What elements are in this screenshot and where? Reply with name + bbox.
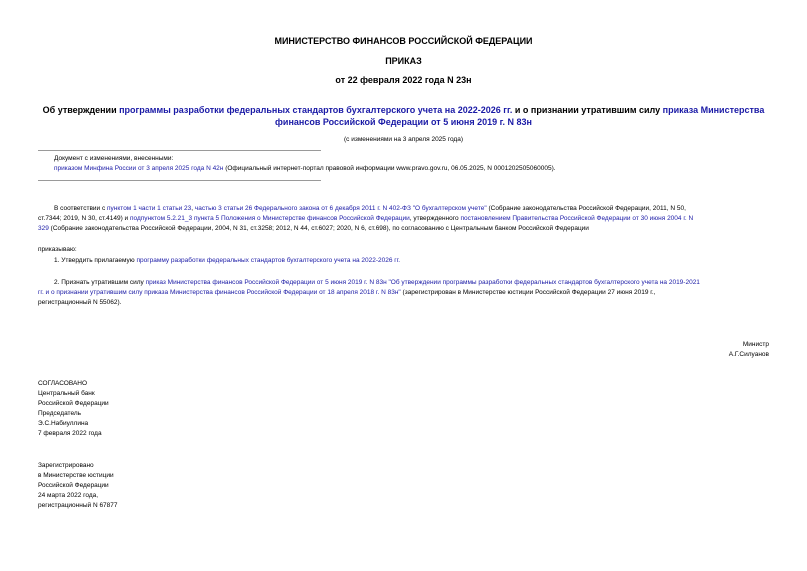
item-2-text: 2. Признать утратившим силу xyxy=(54,279,146,286)
title-order-link-a[interactable]: приказа Министерства xyxy=(662,105,765,115)
item-1 xyxy=(54,256,400,266)
preamble-line-3 xyxy=(38,224,769,234)
preamble-link-4[interactable]: постановлением Правительства Российской Федерации от 30 июня 2004 г. N xyxy=(460,215,694,222)
preamble-text-2: (Собрание законодательства Российской Федерации, 2011, N 50, xyxy=(486,205,686,212)
ministry-heading: МИНИСТЕРСТВО ФИНАНСОВ РОССИЙСКОЙ ФЕДЕРАЦИИ xyxy=(274,36,533,46)
agreed-line: 7 февраля 2022 года xyxy=(38,430,102,437)
title-text-2: и о признании утратившим силу xyxy=(512,105,663,115)
registered-block xyxy=(38,461,118,511)
signature-title: Министр xyxy=(742,341,769,348)
item-2-line-2 xyxy=(38,288,656,298)
doc-date-number: от 22 февраля 2022 года N 23н xyxy=(335,75,472,85)
registered-line: Зарегистрировано xyxy=(38,462,94,469)
agreed-line: Председатель xyxy=(38,410,82,417)
item-2-line-1 xyxy=(54,278,700,288)
agreed-line: Центральный банк xyxy=(38,390,95,397)
agreed-line: Э.С.Набиуллина xyxy=(38,420,89,427)
changes-line xyxy=(54,164,556,174)
order-word: приказываю: xyxy=(38,246,77,253)
registered-line: 24 марта 2022 года, xyxy=(38,492,99,499)
document-title xyxy=(0,104,807,128)
doc-type-heading: ПРИКАЗ xyxy=(385,56,422,66)
registered-line: Российской Федерации xyxy=(38,482,109,489)
title-order-link-b[interactable]: финансов Российской Федерации от 5 июня 2019 г. N 83н xyxy=(275,117,532,127)
preamble-line-2 xyxy=(38,214,769,224)
registered-line: регистрационный N 67877 xyxy=(38,502,118,509)
preamble-text: В соответствии с xyxy=(54,205,108,212)
item-2-text-2: (зарегистрирован в Министерстве юстиции Российской Федерации 27 июня 2019 г., xyxy=(400,289,656,296)
preamble-text-4: , утвержденного xyxy=(409,215,461,222)
amended-note: (с изменениями на 3 апреля 2025 года) xyxy=(343,136,463,143)
item-2-line-3: регистрационный N 55062). xyxy=(38,299,122,306)
title-program-link[interactable]: программы разработки федеральных стандартов бухгалтерского учета на 2022-2026 гг. xyxy=(119,105,513,115)
item-2-order-link-b[interactable]: гг. и о признании утратившим силу приказа Министерства финансов Российской Федерации от 18 апреля 2018 г. N 83н" xyxy=(38,289,401,296)
title-text: Об утверждении xyxy=(42,105,120,115)
preamble-line-1 xyxy=(38,204,769,214)
divider-bottom xyxy=(38,180,321,181)
changes-label: Документ с изменениями, внесенными: xyxy=(54,155,174,162)
divider-top xyxy=(38,150,321,151)
preamble-link-5[interactable]: 329 xyxy=(38,225,49,232)
item-2-order-link-a[interactable]: приказ Министерства финансов Российской Федерации от 5 июня 2019 г. N 83н "Об утверждении программы разработки федеральных стандартов бухгалтерского учета на 2019-2021 xyxy=(145,279,700,286)
preamble-text-5: (Собрание законодательства Российской Федерации, 2004, N 31, ст.3258; 2012, N 44, ст.6027; 2020, N 6, ст.698), по согласованию с Центральным банком Российской Федерации xyxy=(48,225,589,232)
preamble-sep: , xyxy=(191,205,195,212)
changes-source: (Официальный интернет-портал правовой информации www.pravo.gov.ru, 06.05.2025, N 0001202505060005). xyxy=(223,165,556,172)
item-1-program-link[interactable]: программу разработки федеральных стандартов бухгалтерского учета на 2022-2026 гг. xyxy=(136,257,401,264)
agreed-line: СОГЛАСОВАНО xyxy=(38,380,88,387)
item-1-text: 1. Утвердить прилагаемую xyxy=(54,257,137,264)
agreed-block xyxy=(38,379,109,439)
agreed-line: Российской Федерации xyxy=(38,400,109,407)
changes-order-link[interactable]: приказом Минфина России от 3 апреля 2025 года N 42н xyxy=(54,165,224,172)
registered-line: в Министерстве юстиции xyxy=(38,472,114,479)
preamble-link-2[interactable]: частью 3 статьи 26 Федерального закона от 6 декабря 2011 г. N 402-ФЗ "О бухгалтерском учете" xyxy=(194,205,487,212)
preamble-text-3: ст.7344; 2019, N 30, ст.4149) и xyxy=(38,215,130,222)
signature-name: А.Г.Силуанов xyxy=(728,351,769,358)
preamble-link-1[interactable]: пунктом 1 части 1 статьи 23 xyxy=(107,205,192,212)
preamble-link-3[interactable]: подпунктом 5.2.21_3 пункта 5 Положения о Министерстве финансов Российской Федерации xyxy=(129,215,410,222)
